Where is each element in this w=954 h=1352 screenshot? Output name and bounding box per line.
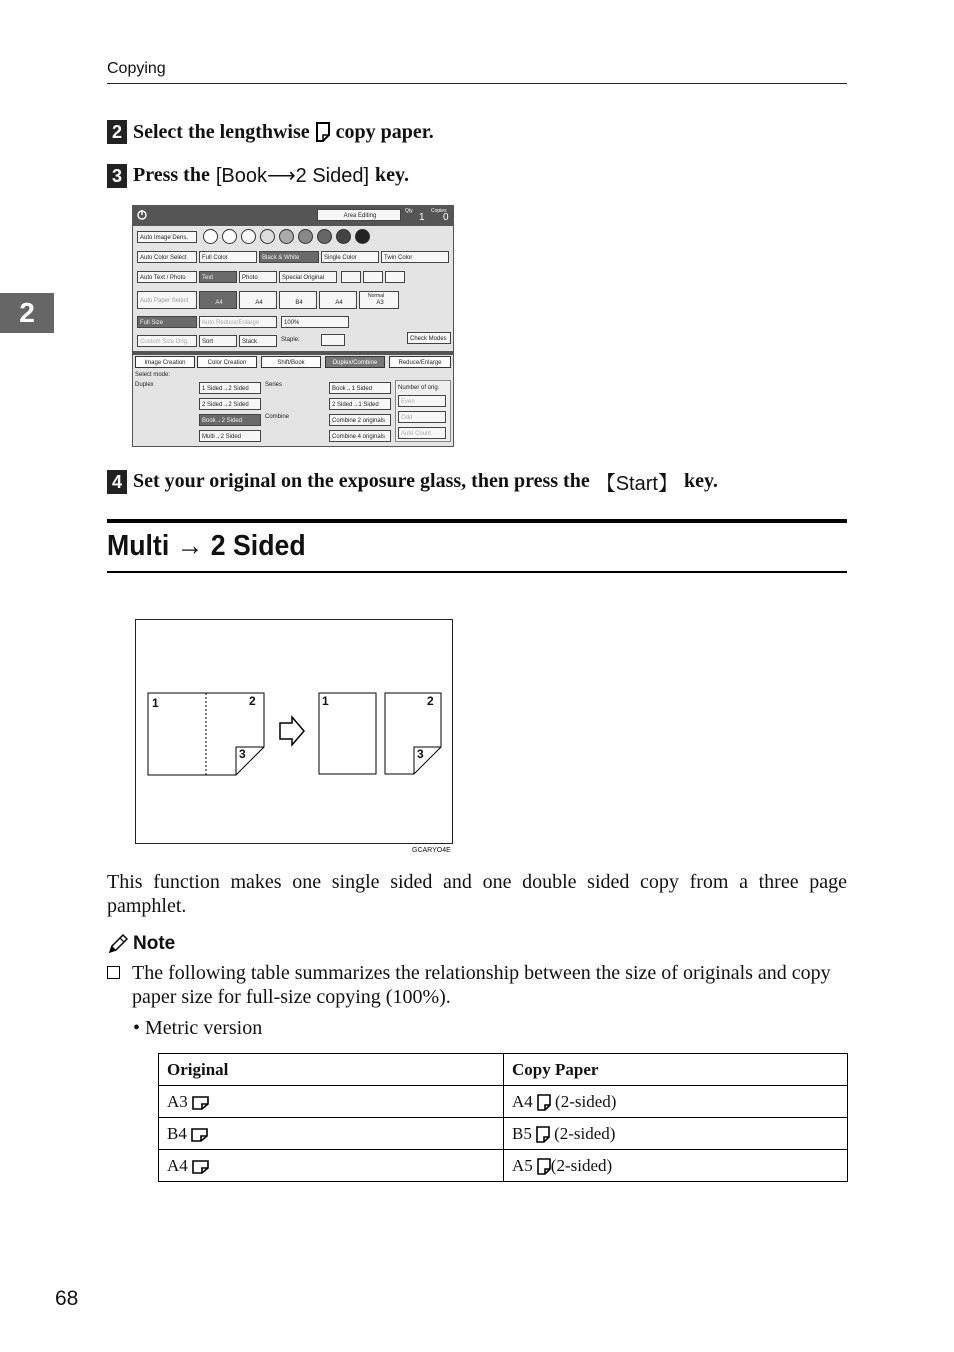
density-level-8[interactable] — [336, 229, 351, 244]
table-cell-original — [159, 1150, 504, 1182]
step-text-end: copy paper. — [335, 120, 434, 143]
original-size: A3 — [167, 1091, 188, 1111]
section-rule-top — [107, 519, 847, 523]
note-heading — [107, 933, 175, 955]
page-label-1: 1 — [152, 696, 159, 710]
bullet-metric-version: • Metric version — [133, 1017, 263, 1039]
duplex-1sided-2sided-button[interactable]: 1 Sided→2 Sided — [199, 382, 261, 394]
body-paragraph: This function makes one single sided and one double sided copy from a three page pamphlet. — [107, 871, 847, 917]
copy-page-label-1: 1 — [322, 694, 329, 708]
density-level-6[interactable] — [298, 229, 313, 244]
tab-duplex-combine[interactable]: Duplex/Combine — [325, 356, 385, 368]
combine-label: Combine — [265, 414, 290, 420]
qty-value: 1 — [419, 212, 425, 223]
tab-shift-book[interactable]: Shift/Book — [261, 356, 321, 368]
duplex-2sided-2sided-button[interactable]: 2 Sided→2 Sided — [199, 398, 261, 410]
combine-2-button[interactable]: Combine 2 originals — [329, 414, 391, 426]
auto-reduce-enlarge-button[interactable]: Auto Reduce/Enlarge — [199, 316, 277, 328]
table-row — [159, 1118, 848, 1150]
original-type-icon-1[interactable] — [341, 271, 361, 283]
step-text-end: key. — [375, 164, 409, 186]
density-level-9[interactable] — [355, 229, 370, 244]
auto-image-density-button[interactable]: Auto Image Dens. — [137, 231, 197, 243]
step-number: 3 — [107, 164, 127, 188]
tray-3-button[interactable]: B4 — [279, 291, 317, 309]
density-level-5[interactable] — [279, 229, 294, 244]
multi-to-2sided-diagram — [136, 620, 454, 845]
duplex-book-2sided-button[interactable]: Book→2 Sided — [199, 414, 261, 426]
text-mode-button[interactable]: Text — [199, 271, 237, 283]
portrait-paper-icon — [537, 1094, 551, 1111]
qty-label: Qty — [405, 208, 413, 214]
twin-color-button[interactable]: Twin Color — [381, 251, 449, 263]
odd-button[interactable]: Odd — [398, 411, 446, 423]
note-item-text: The following table summarizes the relationship between the size of originals and copy paper size for full-size copying (100%). — [132, 962, 831, 1008]
page-label-2: 2 — [249, 694, 256, 708]
select-mode-label: Select mode: — [135, 372, 171, 378]
table-header-copy-paper: Copy Paper — [504, 1054, 848, 1086]
step-number: 2 — [107, 120, 127, 144]
copy-size: B5 — [512, 1123, 532, 1143]
series-book-1sided-button[interactable]: Book→1 Sided — [329, 382, 391, 394]
chapter-tab: 2 — [0, 293, 54, 333]
density-level-4[interactable] — [260, 229, 275, 244]
series-label: Series — [265, 382, 283, 388]
tray-normal-label: Normal — [368, 293, 385, 299]
single-color-button[interactable]: Single Color — [321, 251, 379, 263]
combine-4-button[interactable]: Combine 4 originals — [329, 430, 391, 442]
step-number: 4 — [107, 470, 127, 494]
landscape-paper-icon — [192, 1160, 209, 1174]
illustration-frame — [135, 619, 453, 844]
figure-code: GCARYO4E — [412, 847, 451, 854]
step-text: Press the — [133, 164, 210, 186]
size-table — [158, 1053, 848, 1182]
ratio-display: 100% — [281, 316, 349, 328]
copy-page-label-2: 2 — [427, 694, 434, 708]
step-text: Select the lengthwise — [133, 120, 310, 143]
copies-label: Copies — [431, 208, 447, 214]
full-size-button[interactable]: Full Size — [137, 316, 197, 328]
auto-color-select-button[interactable]: Auto Color Select — [137, 251, 197, 263]
original-type-icon-2[interactable] — [363, 271, 383, 283]
table-cell-copy — [504, 1118, 848, 1150]
check-modes-button[interactable]: Check Modes — [407, 332, 451, 344]
original-size: B4 — [167, 1123, 187, 1143]
bypass-tray-size: A3 — [376, 300, 384, 306]
area-editing-button[interactable]: Area Editing — [317, 209, 401, 221]
step-3 — [107, 163, 409, 188]
key-name: 【Start】 — [595, 473, 678, 495]
auto-paper-select-button[interactable]: Auto Paper Select — [137, 291, 197, 309]
even-button[interactable]: Even — [398, 395, 446, 407]
tab-image-creation[interactable]: Image Creation — [135, 356, 195, 368]
table-cell-copy — [504, 1086, 848, 1118]
tab-reduce-enlarge[interactable]: Reduce/Enlarge — [389, 356, 451, 368]
sort-button[interactable]: Sort — [199, 335, 237, 347]
table-row — [159, 1086, 848, 1118]
step-text-end: key. — [683, 470, 718, 492]
density-level-7[interactable] — [317, 229, 332, 244]
step-text: Set your original on the exposure glass, then press the — [133, 470, 590, 492]
portrait-paper-icon — [536, 1126, 550, 1143]
tray-2-button[interactable]: A4 — [239, 291, 277, 309]
custom-size-button[interactable]: Custom Size Orig. — [137, 335, 197, 347]
power-icon — [136, 209, 148, 221]
tab-divider — [133, 351, 453, 355]
page-label-3: 3 — [239, 747, 246, 761]
table-cell-original — [159, 1086, 504, 1118]
copier-screen — [132, 205, 454, 447]
density-level-2[interactable] — [222, 229, 237, 244]
step-4 — [107, 467, 718, 496]
copies-value: 0 — [443, 212, 449, 223]
photo-mode-button[interactable]: Photo — [239, 271, 277, 283]
table-header-original: Original — [159, 1054, 504, 1086]
arrow-icon — [280, 717, 304, 745]
tray-4-button[interactable]: A4 — [319, 291, 357, 309]
original-size: A4 — [167, 1155, 188, 1175]
running-header: Copying — [107, 60, 166, 77]
portrait-paper-icon — [316, 122, 330, 142]
note-item — [107, 961, 847, 1009]
landscape-paper-icon — [191, 1128, 208, 1142]
checkbox-bullet-icon — [107, 966, 120, 979]
section-title: Multi → 2 Sided — [107, 530, 306, 562]
special-original-button[interactable]: Special Original — [279, 271, 337, 283]
number-of-originals-panel — [395, 380, 451, 442]
black-white-button[interactable]: Black & White — [259, 251, 319, 263]
table-row — [159, 1150, 848, 1182]
pencil-icon — [107, 933, 129, 955]
staple-position-button[interactable] — [321, 334, 345, 346]
number-of-originals-label: Number of orig. — [398, 385, 440, 391]
copy-suffix: (2-sided) — [555, 1091, 617, 1111]
auto-count-button[interactable]: Auto Count — [398, 427, 446, 439]
copy-suffix: (2-sided) — [554, 1123, 616, 1143]
step-2 — [107, 120, 434, 144]
note-title: Note — [133, 933, 176, 954]
copy-size: A5 — [512, 1155, 533, 1175]
duplex-multi-2sided-button[interactable]: Multi→2 Sided — [199, 430, 261, 442]
copy-size: A4 — [512, 1091, 533, 1111]
density-level-1[interactable] — [203, 229, 218, 244]
table-cell-original — [159, 1118, 504, 1150]
series-2sided-1sided-button[interactable]: 2 Sided→1 Sided — [329, 398, 391, 410]
bypass-tray-button[interactable] — [359, 291, 399, 309]
section-rule-bottom — [107, 571, 847, 573]
table-cell-copy — [504, 1150, 848, 1182]
landscape-paper-icon — [192, 1096, 209, 1110]
table-header-row — [159, 1054, 848, 1086]
page-number: 68 — [55, 1287, 79, 1310]
auto-text-photo-button[interactable]: Auto Text / Photo — [137, 271, 197, 283]
portrait-paper-icon — [537, 1158, 551, 1175]
header-rule — [107, 83, 847, 84]
key-name: [Book⟶2 Sided] — [215, 165, 370, 187]
density-level-3[interactable] — [241, 229, 256, 244]
full-color-button[interactable]: Full Color — [199, 251, 257, 263]
duplex-label: Duplex — [135, 382, 154, 388]
stack-button[interactable]: Stack — [239, 335, 277, 347]
staple-label: Staple: — [281, 337, 300, 343]
tray-1-button[interactable]: A4 — [199, 291, 237, 309]
copy-page-label-3: 3 — [417, 747, 424, 761]
tab-color-creation[interactable]: Color Creation — [197, 356, 257, 368]
copy-suffix: (2-sided) — [550, 1155, 613, 1175]
original-type-icon-3[interactable] — [385, 271, 405, 283]
